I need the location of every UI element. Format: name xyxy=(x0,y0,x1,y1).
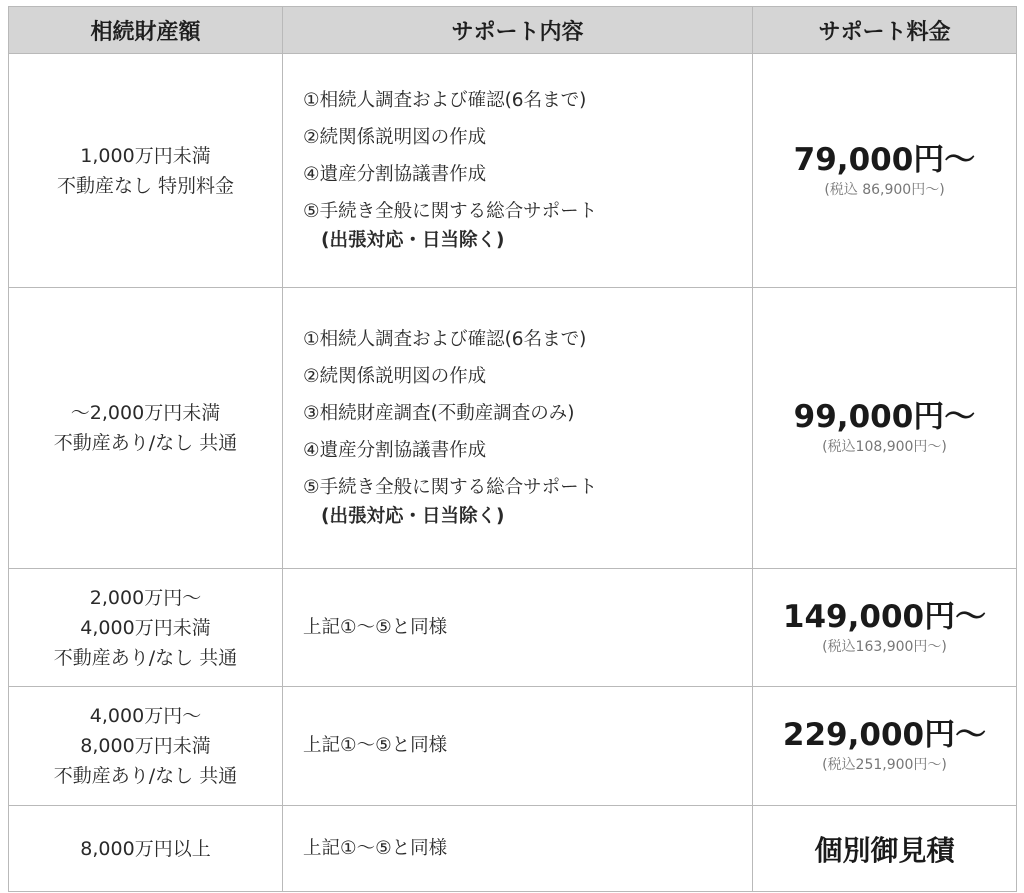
asset-line: 1,000万円未満 xyxy=(80,144,211,167)
support-cell xyxy=(283,54,753,288)
support-item: ①相続人調査および確認(6名まで) xyxy=(303,328,587,350)
support-cell xyxy=(283,687,753,806)
fee-cell xyxy=(753,687,1017,806)
support-item: ④遺産分割協議書作成 xyxy=(303,439,487,461)
support-list xyxy=(303,325,752,531)
asset-line: 4,000万円未満 xyxy=(80,616,211,639)
table-row xyxy=(9,54,1017,288)
asset-line: 不動産なし 特別料金 xyxy=(56,174,235,197)
fee-price: 79,000円〜 xyxy=(793,141,976,178)
support-item: ②続関係説明図の作成 xyxy=(303,365,487,387)
header-row xyxy=(9,7,1017,54)
support-cell xyxy=(283,569,753,687)
asset-cell xyxy=(9,54,283,288)
support-cell xyxy=(283,288,753,569)
support-item: ③相続財産調査(不動産調査のみ) xyxy=(303,402,575,424)
asset-cell xyxy=(9,806,283,892)
support-same-as-above: 上記①〜⑤と同様 xyxy=(303,837,448,859)
support-item: ⑤手続き全般に関する総合サポート (出張対応・日当除く) xyxy=(303,473,752,531)
support-note: (出張対応・日当除く) xyxy=(321,505,505,527)
header-support-content: サポート内容 xyxy=(283,7,753,54)
support-item: ④遺産分割協議書作成 xyxy=(303,163,487,185)
price-table xyxy=(8,6,1017,892)
support-note: (出張対応・日当除く) xyxy=(321,229,505,251)
fee-price: 149,000円〜 xyxy=(782,598,987,635)
asset-line: 不動産あり/なし 共通 xyxy=(53,646,238,669)
asset-line: 2,000万円〜 xyxy=(89,586,202,609)
support-item: ②続関係説明図の作成 xyxy=(303,126,487,148)
asset-cell xyxy=(9,569,283,687)
asset-line: 不動産あり/なし 共通 xyxy=(53,432,238,454)
asset-line: 4,000万円〜 xyxy=(89,705,202,727)
fee-tax-included: (税込251,900円〜) xyxy=(822,757,947,773)
fee-individual-estimate: 個別御見積 xyxy=(814,833,955,867)
fee-tax-included: (税込 86,900円〜) xyxy=(824,181,945,198)
header-support-fee: サポート料金 xyxy=(753,7,1017,54)
asset-line: 8,000万円未満 xyxy=(80,735,211,757)
table-row xyxy=(9,569,1017,687)
support-list xyxy=(303,86,752,255)
fee-cell xyxy=(753,806,1017,892)
table-row xyxy=(9,806,1017,892)
asset-cell xyxy=(9,288,283,569)
fee-cell xyxy=(753,569,1017,687)
support-item: ①相続人調査および確認(6名まで) xyxy=(303,89,587,111)
fee-cell xyxy=(753,288,1017,569)
support-cell xyxy=(283,806,753,892)
fee-price: 99,000円〜 xyxy=(793,399,976,435)
header-asset-amount: 相続財産額 xyxy=(9,7,283,54)
asset-cell xyxy=(9,687,283,806)
fee-cell xyxy=(753,54,1017,288)
asset-line: 不動産あり/なし 共通 xyxy=(53,765,238,787)
fee-tax-included: (税込108,900円〜) xyxy=(822,439,947,455)
support-same-as-above: 上記①〜⑤と同様 xyxy=(303,735,448,756)
support-item: ⑤手続き全般に関する総合サポート (出張対応・日当除く) xyxy=(303,197,752,255)
asset-line: 8,000万円以上 xyxy=(80,837,211,860)
table-row xyxy=(9,687,1017,806)
table-row xyxy=(9,288,1017,569)
fee-price: 229,000円〜 xyxy=(782,717,987,753)
asset-line: 〜2,000万円未満 xyxy=(70,402,221,424)
fee-tax-included: (税込163,900円〜) xyxy=(822,638,947,655)
support-same-as-above: 上記①〜⑤と同様 xyxy=(303,616,448,638)
